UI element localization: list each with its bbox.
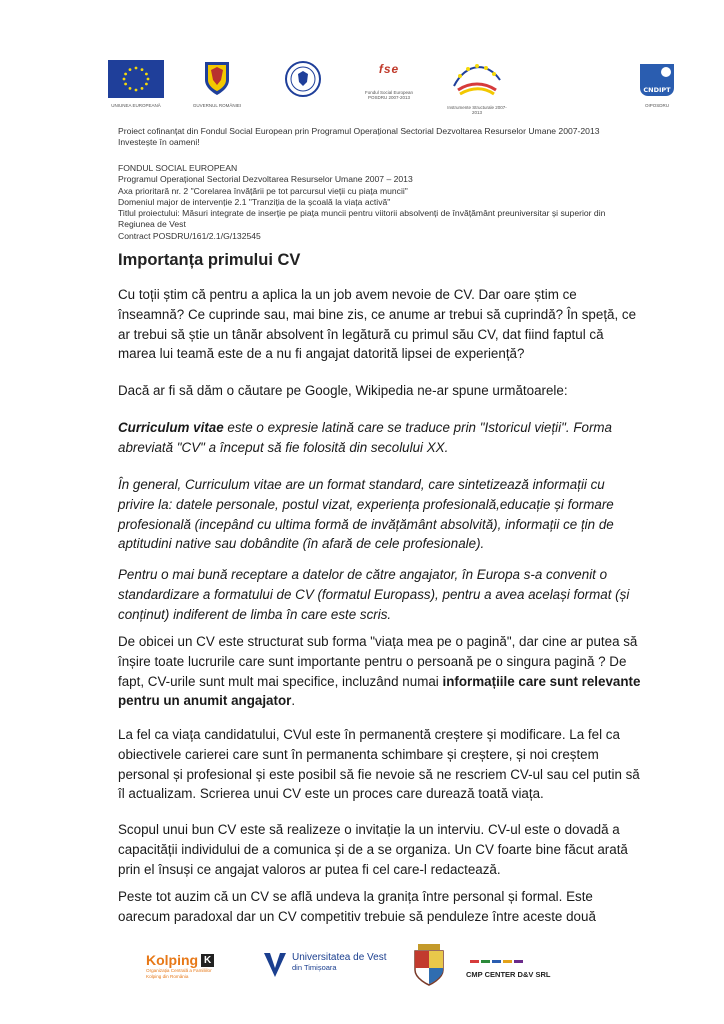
project-info-line: Programul Operațional Sectorial Dezvoltarea Resurselor Umane 2007 – 2013 (118, 174, 413, 185)
kolping-k-icon: K (201, 954, 214, 967)
text-line: înșire toate lucrurile care sunt importante pentru o persoană pe o singura pagină ? De (118, 653, 627, 669)
kolping-logo (146, 952, 256, 980)
bold-phrase: pentru un anumit angajator (118, 693, 292, 709)
kolping-wordmark: Kolping (146, 952, 199, 968)
term-bold: Curriculum vitae (118, 420, 224, 435)
text-line: obiectivele carierei care sunt în permanenta schimbare și creștere, și noi creștem (118, 746, 599, 762)
fse-mark: fse (378, 62, 400, 76)
paragraph-google (118, 381, 608, 401)
text-line: Scopul unui bun CV este să realizeze o invitație la un interviu. CV-ul este o dovadă a (118, 822, 620, 837)
text-fragment: este o expresie latină care se traduce prin "Istoricul vieții". Forma (223, 420, 613, 435)
fse-logo (358, 62, 420, 101)
text-line: conținut) indiferent de limba în care este scris. (118, 606, 392, 622)
text-line: Cu toții știm că pentru a aplica la un job avem nevoie de CV. Dar oare știm ce (118, 287, 577, 302)
ministry-seal-logo (284, 60, 322, 103)
paragraph-format (118, 475, 614, 554)
uvt-subtitle: din Timișoara (292, 963, 337, 972)
text-line: La fel ca viața candidatului, CVul este în permanentă creștere și modificare. La fel ca (118, 727, 620, 742)
text-line: standardizare a formatului de CV (formatul Europass), pentru a avea același format (și (118, 586, 630, 602)
text-line: capacității individului de a comunica și de a se organiza. Un CV foarte bine făcut arată (118, 841, 628, 857)
text-line: aptitudini native sau dobândite (în afară de cele profesionale). (118, 536, 485, 552)
text-line (118, 691, 608, 711)
cndipt-mark: CNDIPT (643, 86, 671, 94)
cndipt-logo (636, 60, 678, 108)
project-info-line: Contract POSDRU/161/2.1/G/132545 (118, 230, 261, 241)
text-line: De obicei un CV este structurat sub forma "viața mea pe o pagină", dar cine ar putea să (118, 634, 638, 649)
bold-phrase: informațiile care sunt relevante (442, 673, 641, 689)
text-fragment: . (291, 693, 296, 709)
structural-instruments-logo (448, 56, 510, 116)
paragraph-growth (118, 725, 640, 804)
text-line (118, 418, 613, 438)
text-line: În general, Curriculum vitae are un format standard, care sintetizează informații cu (118, 477, 605, 492)
romanian-government-logo (192, 58, 249, 108)
structural-label: Instrumente Structurale 2007-2013 (447, 105, 507, 116)
text-line: ar trebui să știe un tânăr absolvent în legătură cu primul său CV, dat fiind faptul că (118, 326, 604, 342)
text-line: îl actualizam. Scrierea unui CV este un proces care durează toată viața. (118, 786, 544, 802)
text-line: profesională (incepând cu ultima formă de invățământ absolvită), informații ce țin de (118, 516, 614, 532)
text-line: oarecum paradoxal dar un CV competitiv trebuie să penduleze între aceste două (118, 908, 596, 924)
text-line: personal și profesional și este posibil să fie nevoie să ne rescriem CV-ul sau cel putin să (118, 766, 640, 782)
eu-flag-logo (108, 60, 166, 108)
text-line: Peste tot auzim că un CV se află undeva la granița între personal și formal. Este (118, 889, 593, 904)
paragraph-structure (118, 632, 641, 711)
text-fragment: fapt, CV-urile sunt mult mai specifice, incluzând numai (118, 673, 443, 689)
cmp-name: CMP CENTER D&V SRL (466, 970, 551, 979)
cndipt-label: OIPOSDRU (644, 103, 669, 108)
uvt-name: Universitatea de Vest (292, 952, 387, 963)
paragraph-definition (118, 418, 613, 458)
text-line: Pentru o mai bună receptare a datelor de către angajator, în Europa s-a convenit o (118, 567, 608, 582)
text-line: marea lui teamă este de a nu fi angajat datorită lipsei de experiență? (118, 346, 525, 362)
county-crest-logo (412, 944, 446, 991)
slogan: Investește în oameni! (118, 137, 200, 147)
document-title: Importanța primului CV (118, 251, 301, 269)
cofinance-line: Proiect cofinanțat din Fondul Social European prin Programul Operațional Sectorial Dezvoltarea Resurselor Umane 2007-2013 (118, 126, 600, 136)
kolping-subtitle: Organizația Centrală a Familiilor Kolping din România (146, 968, 212, 979)
paragraph-balance (118, 887, 608, 927)
text-line (118, 672, 641, 692)
text-line: prin el însuși ce angajat valoros ar putea fi cel care-l redactează. (118, 861, 501, 877)
project-info-line: Titlul proiectului: Măsuri integrate de inserție pe piața muncii pentru viitorii absolvenți de învățământ preuniversitar și superior din (118, 208, 606, 219)
project-info-line: Domeniul major de intervenție 2.1 "Tranziția de la școală la viața activă" (118, 196, 391, 207)
text-line: abreviată "CV" a început să fie folosită din secolului XX. (118, 439, 449, 455)
paragraph-europass (118, 565, 630, 624)
paragraph-purpose (118, 820, 628, 879)
text-line: Dacă ar fi să dăm o căutare pe Google, Wikipedia ne-ar spune următoarele: (118, 383, 568, 398)
text-line: înseamnă? Ce cuprinde sau, mai bine zis, ce anume ar trebui să cuprindă? În speță, ce (118, 306, 637, 322)
paragraph-intro (118, 285, 637, 364)
project-info-line: Axa prioritară nr. 2 "Corelarea învățării pe tot parcursul vieții cu piața muncii" (118, 185, 408, 196)
project-info (118, 163, 638, 242)
project-info-line: Regiunea de Vest (118, 219, 186, 230)
cmp-center-logo (466, 958, 586, 979)
project-info-line: FONDUL SOCIAL EUROPEAN (118, 163, 238, 173)
government-label: GUVERNUL ROMÂNIEI (192, 103, 242, 108)
text-line: privire la: datele personale, postul vizat, experiența profesională,educație și formare (118, 496, 614, 512)
cofinance-notice (118, 126, 600, 148)
eu-flag-label: UNIUNEA EUROPEANĂ (111, 103, 161, 108)
fse-label: Fondul Social European POSDRU 2007-2013 (364, 90, 414, 101)
